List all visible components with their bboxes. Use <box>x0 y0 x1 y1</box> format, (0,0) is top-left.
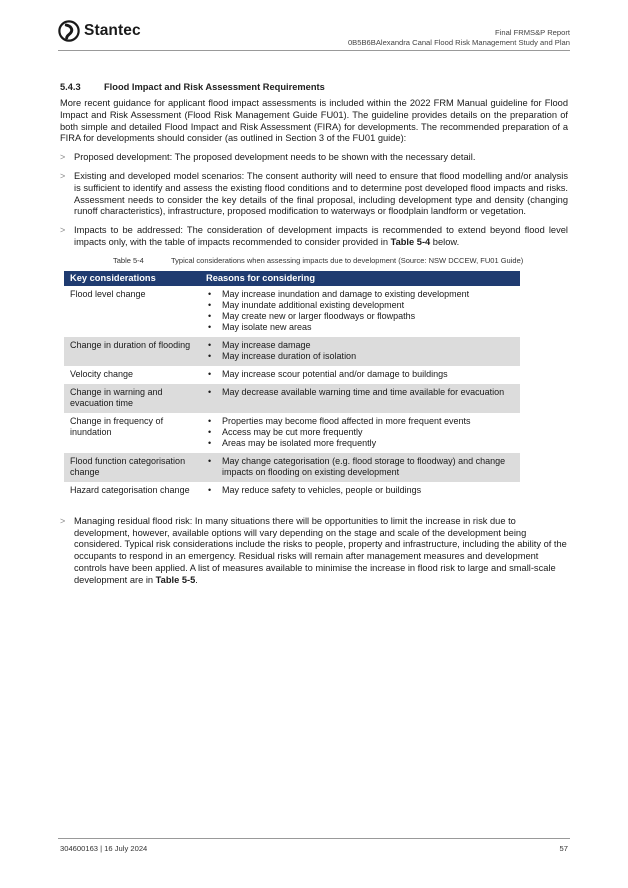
list-item: > Managing residual flood risk: In many situations there will be opportunities to limit the increase in risk due to development, however, available options will vary depending on the stage and scale of the development being considered. Typical risk considerations include the risks to people, property and infrastructure, including the ability of the occupants to respond in an emergency. Residual risks will remain after management measures and development controls have been applied. A list of measures available to minimise the increase in flood risk to large and small-scale development are in Table 5-5. <box>60 515 567 585</box>
section-title: Flood Impact and Risk Assessment Requirements <box>104 82 325 92</box>
reasons-cell <box>200 413 520 453</box>
reasons-cell <box>200 482 520 500</box>
reasons-cell <box>200 453 520 482</box>
key-consideration: Change in frequency of inundation <box>70 415 164 437</box>
reason-item: • May decrease available warning time and time available for evacuation <box>206 387 514 398</box>
reason-item: • May change categorisation (e.g. flood storage to floodway) and change impacts on flooding on existing development <box>206 456 514 478</box>
key-consideration: Hazard categorisation change <box>70 484 190 495</box>
table-reference-link: Table 5-4 <box>390 236 431 247</box>
reason-item: • Properties may become flood affected in more frequent events <box>206 416 514 427</box>
list-item: > Impacts to be addressed: The consideration of development impacts is recommended to extend beyond flood level impacts only, with the table of impacts recommended to consider provided in Table 5-4 below. <box>60 225 568 247</box>
chevron-icon: > <box>60 515 66 526</box>
reasons-cell <box>200 366 520 384</box>
table-row <box>64 413 520 453</box>
reason-item: • May reduce safety to vehicles, people or buildings <box>206 485 514 496</box>
page-content <box>60 82 568 587</box>
table-row <box>64 482 520 500</box>
report-title: Final FRMS&P Report <box>495 28 570 37</box>
section-number: 5.4.3 <box>60 82 81 92</box>
caption-number: Table 5-4 <box>113 255 144 265</box>
considerations-table <box>64 271 520 500</box>
key-consideration: Flood level change <box>70 288 146 299</box>
reasons-cell <box>200 337 520 366</box>
reason-item: • May inundate additional existing development <box>206 300 514 311</box>
table-reference-link: Table 5-5 <box>155 574 196 585</box>
table-row <box>64 337 520 366</box>
table-caption <box>113 256 543 265</box>
table-row <box>64 384 520 413</box>
column-header: Reasons for considering <box>200 271 520 286</box>
reason-item: • May isolate new areas <box>206 322 514 333</box>
report-header <box>348 28 570 48</box>
key-consideration: Flood function categorisation change <box>64 453 200 482</box>
reason-item: • May create new or larger floodways or flowpaths <box>206 311 514 322</box>
table-row <box>64 453 520 482</box>
reason-item: • May increase duration of isolation <box>206 351 514 362</box>
logo-text: Stantec <box>84 22 141 39</box>
reason-item: • May increase inundation and damage to existing development <box>206 289 514 300</box>
reasons-cell <box>200 384 520 413</box>
key-consideration: Change in warning and evacuation time <box>64 384 200 413</box>
list-item: > Proposed development: The proposed development needs to be shown with the necessary detail. <box>60 152 476 163</box>
intro-paragraph: More recent guidance for applicant flood impact assessments is included within the 2022 FRM Manual guideline for Flood Impact and Risk Assessment (Flood Risk Management Guide FU01). The guideline provides details on the preparation of both simple and detailed Flood Impact and Risk Assessment (FIRA) for developments. The recommended preparation of a FIRA for developments should consider (as outlined in Section 3 of the FU01 guide): <box>60 98 568 144</box>
reason-item: • Access may be cut more frequently <box>206 427 514 438</box>
reason-item: • May increase damage <box>206 340 514 351</box>
reason-item: • May increase scour potential and/or damage to buildings <box>206 369 514 380</box>
reason-item: • Areas may be isolated more frequently <box>206 438 514 449</box>
chevron-icon: > <box>60 225 66 236</box>
list-item: > Existing and developed model scenarios: The consent authority will need to ensure that flood modelling and/or analysis is sufficient to identify and assess the existing flood conditions and to determine post developed flood impacts and risks. Assessment needs to consider the key details of the final proposal, including development type and density (changing runoff characteristics), infrastructure, proposed modification to waterways or floodplain landform or vegetation. <box>60 170 568 217</box>
report-subtitle: 0B5B6BAlexandra Canal Flood Risk Management Study and Plan <box>347 38 570 47</box>
caption-text: Typical considerations when assessing impacts due to development (Source: NSW DCCEW, FU01 Guide) <box>171 255 524 265</box>
table-row <box>64 366 520 384</box>
page-number: 57 <box>559 844 568 853</box>
section-heading <box>60 82 568 92</box>
consideration-list <box>60 152 568 249</box>
header-divider <box>58 50 570 51</box>
chevron-icon: > <box>60 170 66 181</box>
reasons-cell <box>200 286 520 337</box>
chevron-icon: > <box>60 152 66 163</box>
table-header-row <box>64 271 520 286</box>
table-row <box>64 286 520 337</box>
stantec-logo-icon <box>58 20 80 42</box>
residual-list <box>60 516 568 587</box>
footer-divider <box>58 838 570 839</box>
column-header: Key considerations <box>64 271 200 286</box>
footer-doc-info: 304600163 | 16 July 2024 <box>60 844 148 853</box>
key-consideration: Change in duration of flooding <box>64 337 200 366</box>
page-header <box>0 0 628 60</box>
stantec-logo <box>58 20 141 42</box>
key-consideration: Velocity change <box>70 368 134 379</box>
